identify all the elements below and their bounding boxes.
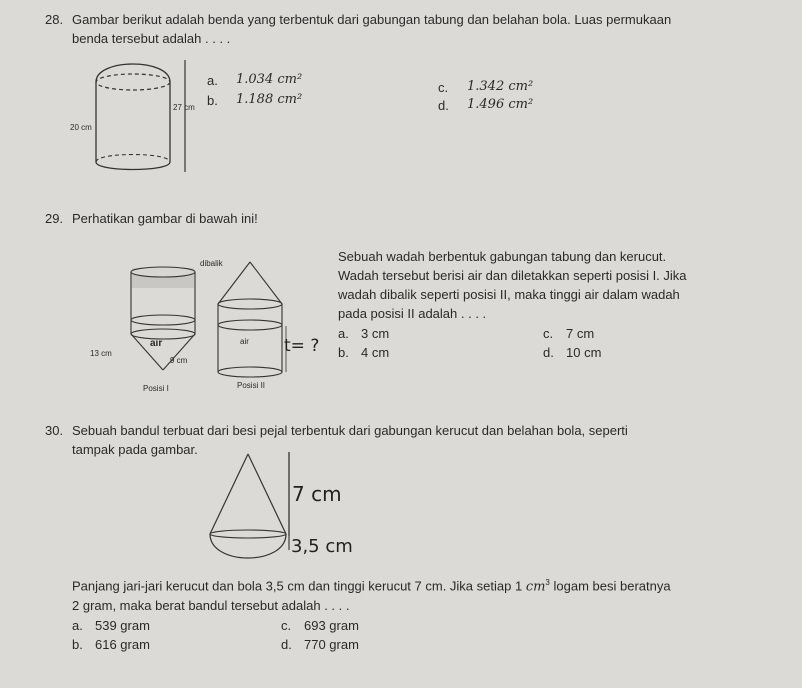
q29-water-surface	[131, 315, 195, 325]
q28-text-line2: benda tersebut adalah . . . .	[72, 31, 231, 46]
q28-height-label: 27 cm	[173, 103, 195, 112]
q30-option-a-letter: a.	[72, 618, 83, 633]
q30-line-3-exp: 3	[545, 578, 550, 587]
q29-top-ellipse	[131, 267, 195, 277]
q29-t-label: t= ?	[284, 336, 320, 356]
q29-option-c-letter: c.	[543, 326, 554, 341]
q29-option-a[interactable]: 3 cm	[361, 326, 390, 341]
q29-cyl-bottom	[131, 329, 195, 339]
q30-cone-right	[248, 454, 286, 534]
q29-pos1-label: Posisi I	[143, 384, 169, 393]
q28-diameter-label: 20 cm	[70, 123, 92, 132]
q30-text-line2: tampak pada gambar.	[72, 442, 198, 457]
q30-cone-left	[210, 454, 248, 534]
q29-p2-cone-right	[250, 262, 282, 304]
q28-number: 28.	[45, 12, 64, 27]
q29-option-b-letter: b.	[338, 345, 349, 360]
q30-option-d[interactable]: 770 gram	[304, 637, 359, 652]
q29-p2-water-surface	[218, 320, 282, 330]
q30-option-c-letter: c.	[281, 618, 292, 633]
q30-base-ellipse	[210, 530, 286, 538]
q30-line-3-unit: cm	[525, 579, 546, 595]
q29-p2-bottom	[218, 367, 282, 377]
q30-line-3-a: Panjang jari-jari kerucut dan bola 3,5 cm dan tinggi kerucut 7 cm. Jika setiap 1	[72, 578, 523, 594]
q29-option-b[interactable]: 4 cm	[361, 345, 390, 360]
q28-option-a[interactable]: 1.034 cm²	[236, 72, 303, 87]
q28-option-d[interactable]: 1.496 cm²	[467, 97, 534, 112]
q28-figure	[60, 52, 210, 177]
q30-line-3-b: logam besi beratnya	[553, 578, 671, 594]
q28-text: Gambar berikut adalah benda yang terbentuk dari gabungan tabung dan belahan bola. Luas permukaan	[72, 12, 672, 27]
q28-option-c-letter: c.	[438, 80, 449, 95]
q28-hemisphere	[96, 64, 170, 82]
q29-line-3: wadah dibalik seperti posisi II, maka tinggi air dalam wadah	[338, 287, 680, 302]
q30-line-4: 2 gram, maka berat bandul tersebut adalah . . . .	[72, 598, 350, 613]
q29-flipped-label: dibalik	[200, 259, 223, 268]
q29-p2-cone-left	[218, 262, 250, 304]
q28-option-d-letter: d.	[438, 98, 449, 113]
q30-option-a[interactable]: 539 gram	[95, 618, 150, 633]
q29-cone-label: 9 cm	[170, 356, 188, 365]
q28-option-b-letter: b.	[207, 93, 218, 108]
q29-number: 29.	[45, 211, 64, 226]
q29-line-4: pada posisi II adalah . . . .	[338, 306, 487, 321]
q29-p2-top-ellipse	[218, 299, 282, 309]
q30-option-b[interactable]: 616 gram	[95, 637, 150, 652]
q29-option-c[interactable]: 7 cm	[566, 326, 595, 341]
q28-option-b[interactable]: 1.188 cm²	[236, 92, 303, 107]
q29-water-label: air	[150, 338, 163, 349]
q29-option-a-letter: a.	[338, 326, 349, 341]
q30-radius-label: 3,5 cm	[291, 536, 353, 557]
q28-bottom-back	[96, 155, 170, 163]
q30-text: Sebuah bandul terbuat dari besi pejal terbentuk dari gabungan kerucut dan belahan bola, seperti	[72, 423, 628, 438]
q29-option-d[interactable]: 10 cm	[566, 345, 602, 360]
q28-top-ellipse	[96, 74, 170, 90]
q29-pos2-label: Posisi II	[237, 381, 266, 390]
q29-height-label: 13 cm	[90, 349, 112, 358]
q29-option-d-letter: d.	[543, 345, 554, 360]
q30-figure	[200, 450, 300, 570]
q28-option-a-letter: a.	[207, 73, 218, 88]
q29-line-2: Wadah tersebut berisi air dan diletakkan seperti posisi I. Jika	[338, 268, 687, 283]
q29-water-label-2: air	[240, 337, 249, 346]
q30-option-b-letter: b.	[72, 637, 83, 652]
q28-bottom-front	[96, 162, 170, 170]
q30-number: 30.	[45, 423, 64, 438]
q28-option-c[interactable]: 1.342 cm²	[467, 79, 534, 94]
q30-line-3	[72, 578, 671, 594]
q29-figure	[90, 252, 330, 407]
q30-option-c[interactable]: 693 gram	[304, 618, 359, 633]
q29-line-1: Sebuah wadah berbentuk gabungan tabung dan kerucut.	[338, 249, 667, 264]
q29-title: Perhatikan gambar di bawah ini!	[72, 211, 258, 226]
q30-option-d-letter: d.	[281, 637, 292, 652]
q30-cone-label: 7 cm	[292, 482, 342, 506]
